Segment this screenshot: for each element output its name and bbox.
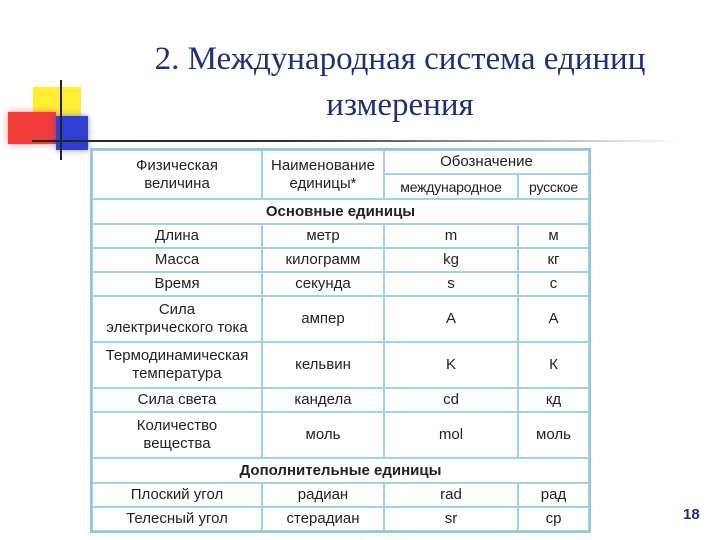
cell-ru: ср — [518, 507, 589, 531]
slide-title-line-1: 2. Международная система единиц — [154, 41, 646, 77]
cell-ru: кг — [518, 248, 589, 272]
cell-quantity — [92, 296, 262, 342]
page-number: 18 — [683, 506, 700, 523]
cell-quantity — [92, 342, 262, 388]
cell-ru: м — [518, 224, 589, 248]
section-additional-title: Дополнительные единицы — [92, 458, 589, 483]
header-unit-name — [262, 150, 384, 199]
cell-quantity: Время — [92, 272, 262, 296]
cell-quantity-line-1: Сила — [158, 301, 196, 318]
cell-intl: K — [384, 342, 518, 388]
cell-ru: рад — [518, 483, 589, 507]
table-row — [92, 224, 589, 248]
header-unit-name-line-2: единицы* — [289, 174, 357, 192]
cell-unit: секунда — [262, 272, 384, 296]
cell-intl: A — [384, 296, 518, 342]
header-designation: Обозначение — [384, 150, 589, 174]
section-row-additional — [92, 458, 589, 483]
cell-unit: стерадиан — [262, 507, 384, 531]
cell-intl: cd — [384, 388, 518, 412]
slide-title-line-2: измерения — [326, 87, 474, 123]
section-basic-title: Основные единицы — [92, 199, 589, 224]
si-units-table — [90, 148, 591, 533]
cell-quantity-line-2: электрического тока — [106, 319, 248, 336]
table-row — [92, 507, 589, 531]
cell-unit: радиан — [262, 483, 384, 507]
table-row — [92, 342, 589, 388]
cell-ru: кд — [518, 388, 589, 412]
cell-unit: ампер — [262, 296, 384, 342]
cell-quantity-line-2: температура — [132, 365, 222, 382]
cell-quantity: Масса — [92, 248, 262, 272]
cell-quantity — [92, 412, 262, 458]
cell-ru: А — [518, 296, 589, 342]
cell-ru: К — [518, 342, 589, 388]
table-row — [92, 296, 589, 342]
table-row — [92, 272, 589, 296]
cell-intl: s — [384, 272, 518, 296]
cell-intl: m — [384, 224, 518, 248]
cell-quantity: Плоский угол — [92, 483, 262, 507]
cell-intl: rad — [384, 483, 518, 507]
slide-title — [95, 36, 705, 128]
cell-ru: с — [518, 272, 589, 296]
header-quantity-line-1: Физическая — [135, 156, 219, 174]
cell-intl: sr — [384, 507, 518, 531]
cell-unit: кельвин — [262, 342, 384, 388]
cell-quantity-line-2: вещества — [143, 435, 211, 452]
header-quantity-line-2: величина — [144, 174, 210, 192]
header-international: международное — [384, 174, 518, 199]
cell-unit: кандела — [262, 388, 384, 412]
cell-intl: mol — [384, 412, 518, 458]
cell-quantity: Телесный угол — [92, 507, 262, 531]
header-unit-name-line-1: Наименование — [271, 156, 375, 174]
header-russian: русское — [518, 174, 589, 199]
cell-unit: моль — [262, 412, 384, 458]
title-divider-line — [32, 140, 682, 142]
cell-intl: kg — [384, 248, 518, 272]
cell-ru: моль — [518, 412, 589, 458]
table-row — [92, 388, 589, 412]
cell-quantity-line-1: Термодинамическая — [105, 347, 249, 364]
cell-unit: метр — [262, 224, 384, 248]
cell-quantity: Длина — [92, 224, 262, 248]
decor-vertical-line — [60, 80, 62, 160]
table-row — [92, 248, 589, 272]
header-quantity — [92, 150, 262, 199]
units-table — [92, 150, 589, 531]
section-row-basic — [92, 199, 589, 224]
cell-unit: килограмм — [262, 248, 384, 272]
cell-quantity-line-1: Количество — [136, 417, 218, 434]
table-header-row — [92, 150, 589, 174]
cell-quantity: Сила света — [92, 388, 262, 412]
table-row — [92, 412, 589, 458]
table-row — [92, 483, 589, 507]
